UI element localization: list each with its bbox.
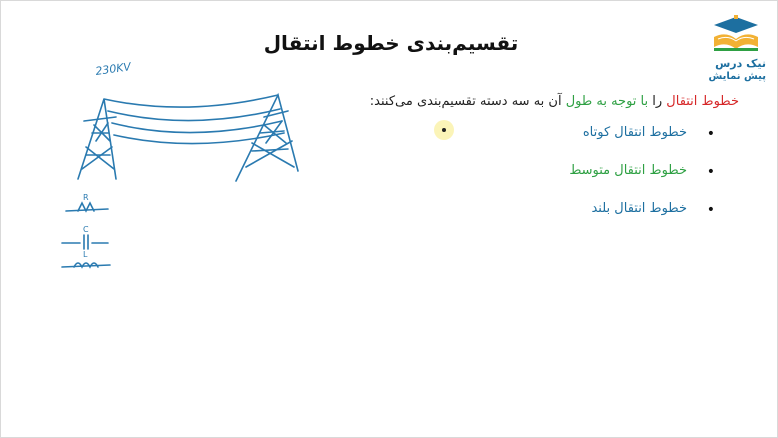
voltage-label: 230KV xyxy=(94,60,132,78)
intro-text-connector: را xyxy=(648,94,667,109)
logo-text-secondary: پیش نمایش xyxy=(708,71,766,82)
inductor-label: L xyxy=(83,250,88,259)
logo-text-primary: نیک درس xyxy=(715,57,766,70)
list-item-long-lines xyxy=(569,201,715,239)
list-item-label: خطوط انتقال بلند xyxy=(591,201,687,216)
intro-sentence xyxy=(319,94,739,109)
slide-title: تقسیم‌بندی خطوط انتقال xyxy=(263,31,519,55)
list-item-label: خطوط انتقال متوسط xyxy=(569,163,687,178)
graduation-book-icon xyxy=(708,13,764,57)
bullet-icon: • xyxy=(706,126,715,142)
capacitor-label: C xyxy=(83,225,89,234)
list-item-medium-lines xyxy=(569,163,715,201)
intro-text-rest: آن به سه دسته تقسیم‌بندی می‌کنند: xyxy=(369,94,566,109)
logo xyxy=(700,13,772,83)
intro-term-by-length: با توجه به طول xyxy=(565,94,649,109)
bullet-icon: • xyxy=(706,164,715,180)
list-item-label: خطوط انتقال کوتاه xyxy=(582,125,687,140)
bullet-icon: • xyxy=(706,202,715,218)
resistor-label: R xyxy=(83,193,89,202)
transmission-tower-sketch xyxy=(56,51,316,281)
list-item-short-lines xyxy=(569,125,715,163)
intro-term-transmission-lines: خطوط انتقال xyxy=(666,94,739,109)
pointer-dot xyxy=(442,128,446,132)
categories-list xyxy=(569,125,715,239)
